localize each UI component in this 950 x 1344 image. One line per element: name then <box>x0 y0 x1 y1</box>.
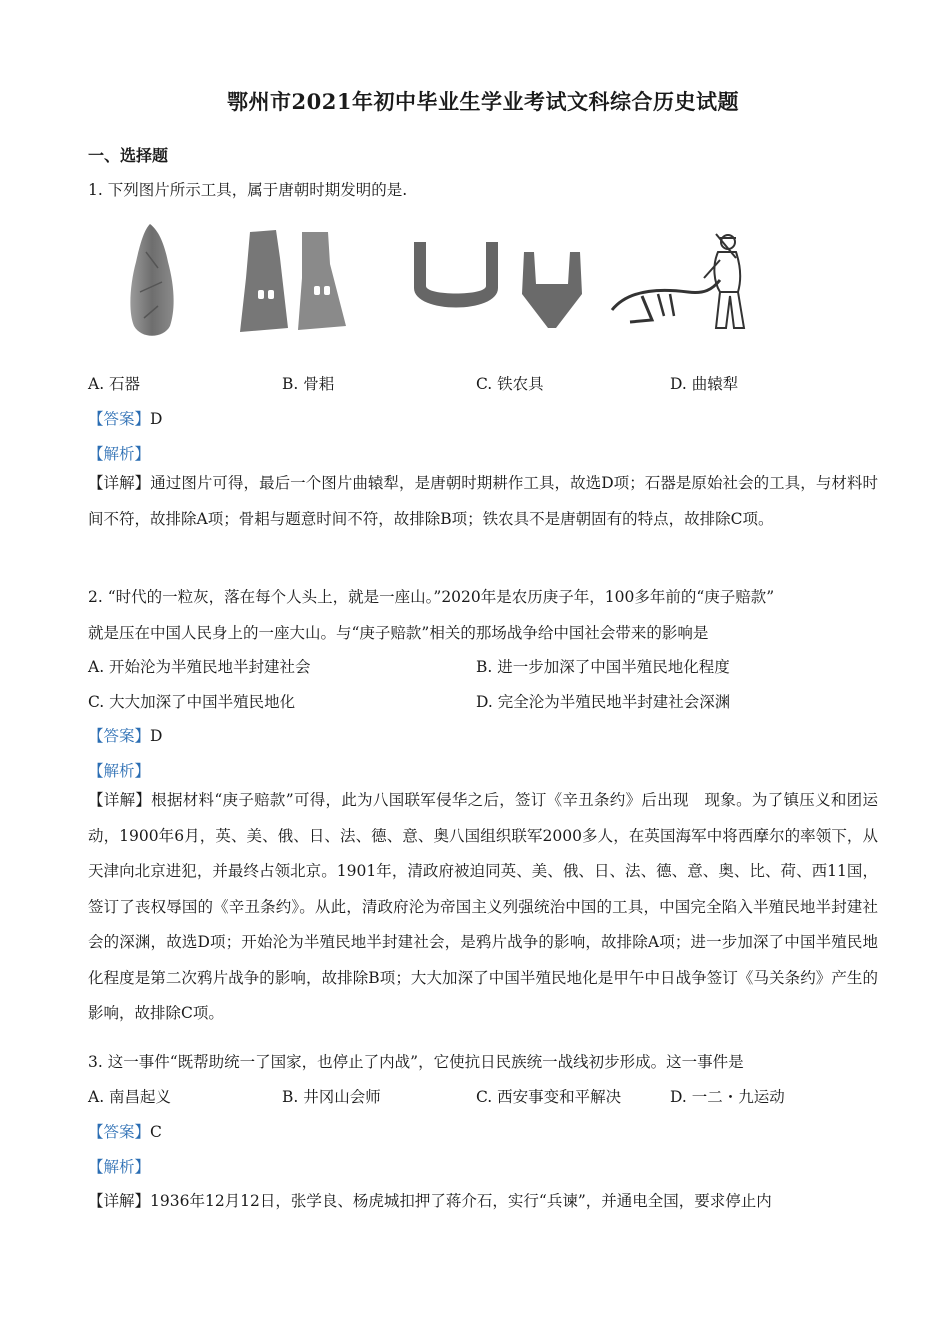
q3-detail <box>88 1189 772 1211</box>
detail-text: 通过图片可得，最后一个图片曲辕犁，是唐朝时期耕作工具，故选D项；石器是原始社会的工具，与材料时间不符，故排除A项；骨耜与题意时间不符，故排除B项；铁农具不是唐朝固有的特点，故排除C项。 <box>88 474 878 528</box>
q2-option-d: D. 完全沦为半殖民地半封建社会深渊 <box>476 693 731 711</box>
iron-tool-image <box>410 240 502 314</box>
q1-option-b: B. 骨耜 <box>282 375 335 393</box>
section-heading: 一、选择题 <box>88 146 169 165</box>
detail-label: 【详解】 <box>88 791 152 809</box>
q1-option-d: D. 曲辕犁 <box>670 375 739 393</box>
page-title: 鄂州市2021年初中毕业生学业考试文科综合历史试题 <box>227 89 739 114</box>
q3-option-b: B. 井冈山会师 <box>282 1088 381 1106</box>
q3-answer <box>88 1120 162 1142</box>
q1-option-a: A. 石器 <box>88 375 141 393</box>
detail-text: 根据材料“庚子赔款”可得，此为八国联军侵华之后，签订《辛丑条约》后出现 现象。为了镇压义和团运动，1900年6月，英、美、俄、日、法、德、意、奥八国组织联军2000多人，在英国海军中将西摩尔的率领下，从天津向北京进犯，并最终占领北京。1901年，清政府被迫同英、美、俄、日、法、德、意、奥、比、荷、西11国，签订了丧权辱国的《辛丑条约》。从此，清政府沦为帝国主义列强统治中国的工具，中国完全陷入半殖民地半封建社会的深渊，故选D项；开始沦为半殖民地半封建社会，是鸦片战争的影响，故排除A项；进一步加深了中国半殖民地化程度是第二次鸦片战争的影响，故排除B项；大大加深了中国半殖民地化是甲午中日战争签订《马关条约》产生的影响，故排除C项。 <box>88 791 878 1022</box>
curved-plow-image <box>608 230 760 336</box>
q2-answer <box>88 724 162 746</box>
q2-stem-line1: 2. “时代的一粒灰，落在每个人头上，就是一座山。”2020年是农历庚子年，100多年前的“庚子赔款” <box>88 588 775 606</box>
answer-label: 【答案】 <box>88 727 151 745</box>
q2-detail <box>88 783 878 1032</box>
stone-tool-image <box>128 222 176 340</box>
detail-label: 【详解】 <box>88 1192 151 1210</box>
q1-stem: 1. 下列图片所示工具，属于唐朝时期发明的是. <box>88 181 408 199</box>
q3-option-c: C. 西安事变和平解决 <box>476 1088 622 1106</box>
q3-analysis-label: 【解析】 <box>88 1158 151 1176</box>
q2-option-a: A. 开始沦为半殖民地半封建社会 <box>88 658 311 676</box>
q1-figures <box>128 220 758 350</box>
q2-analysis-label: 【解析】 <box>88 762 151 780</box>
answer-label: 【答案】 <box>88 410 151 428</box>
answer-label: 【答案】 <box>88 1123 151 1141</box>
detail-text: 1936年12月12日，张学良、杨虎城扣押了蒋介石，实行“兵谏”，并通电全国，要求停止内 <box>150 1192 772 1210</box>
q3-stem: 3. 这一事件“既帮助统一了国家，也停止了内战”，它使抗日民族统一战线初步形成。这一事件是 <box>88 1053 744 1071</box>
answer-value: D <box>150 727 163 745</box>
q1-option-c: C. 铁农具 <box>476 375 544 393</box>
q3-option-d: D. 一二・九运动 <box>670 1088 785 1106</box>
q1-answer <box>88 407 162 429</box>
answer-value: D <box>150 410 163 428</box>
q1-analysis-label: 【解析】 <box>88 445 151 463</box>
answer-value: C <box>150 1123 162 1141</box>
q2-option-b: B. 进一步加深了中国半殖民地化程度 <box>476 658 730 676</box>
q1-detail <box>88 466 878 537</box>
q3-option-a: A. 南昌起义 <box>88 1088 172 1106</box>
q2-option-c: C. 大大加深了中国半殖民地化 <box>88 693 296 711</box>
q2-stem-line2: 就是压在中国人民身上的一座大山。与“庚子赔款”相关的那场战争给中国社会带来的影响是 <box>88 624 709 642</box>
detail-label: 【详解】 <box>88 474 151 492</box>
bone-spade-image <box>236 228 354 340</box>
iron-hoe-image <box>520 250 584 330</box>
